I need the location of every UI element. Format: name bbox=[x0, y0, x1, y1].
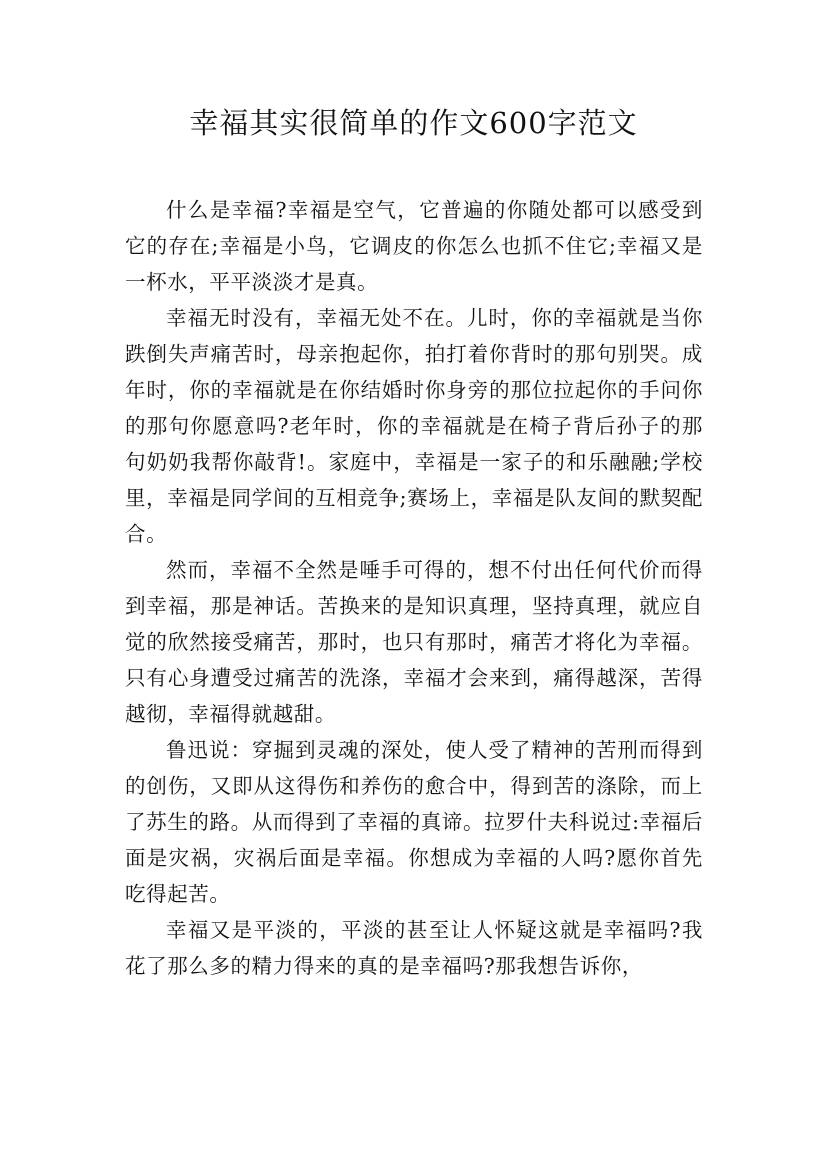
paragraph-1: 什么是幸福?幸福是空气，它普遍的你随处都可以感受到它的存在;幸福是小鸟，它调皮的你怎么也抓不住它;幸福又是一杯水，平平淡淡才是真。 bbox=[125, 198, 703, 294]
paragraph-5: 幸福又是平淡的，平淡的甚至让人怀疑这就是幸福吗?我花了那么多的精力得来的真的是幸福吗?那我想告诉你， bbox=[125, 918, 703, 978]
paragraph-3: 然而，幸福不全然是唾手可得的，想不付出任何代价而得到幸福，那是神话。苦换来的是知识真理，坚持真理，就应自觉的欣然接受痛苦，那时，也只有那时，痛苦才将化为幸福。只有心身遭受过痛苦的洗涤，幸福才会来到，痛得越深，苦得越彻，幸福得就越甜。 bbox=[125, 558, 703, 726]
document-title: 幸福其实很简单的作文600字范文 bbox=[189, 106, 638, 140]
paragraph-2: 幸福无时没有，幸福无处不在。儿时，你的幸福就是当你跌倒失声痛苦时，母亲抱起你，拍打着你背时的那句别哭。成年时，你的幸福就是在你结婚时你身旁的那位拉起你的手问你的那句你愿意吗?老年时，你的幸福就是在椅子背后孙子的那句奶奶我帮你敲背!。家庭中，幸福是一家子的和乐融融;学校里，幸福是同学间的互相竞争;赛场上，幸福是队友间的默契配合。 bbox=[125, 306, 703, 546]
document-body bbox=[125, 192, 703, 984]
paragraph-4: 鲁迅说：穿掘到灵魂的深处，使人受了精神的苦刑而得到的创伤，又即从这得伤和养伤的愈合中，得到苦的涤除，而上了苏生的路。从而得到了幸福的真谛。拉罗什夫科说过:幸福后面是灾祸，灾祸后面是幸福。你想成为幸福的人吗?愿你首先吃得起苦。 bbox=[125, 738, 703, 906]
